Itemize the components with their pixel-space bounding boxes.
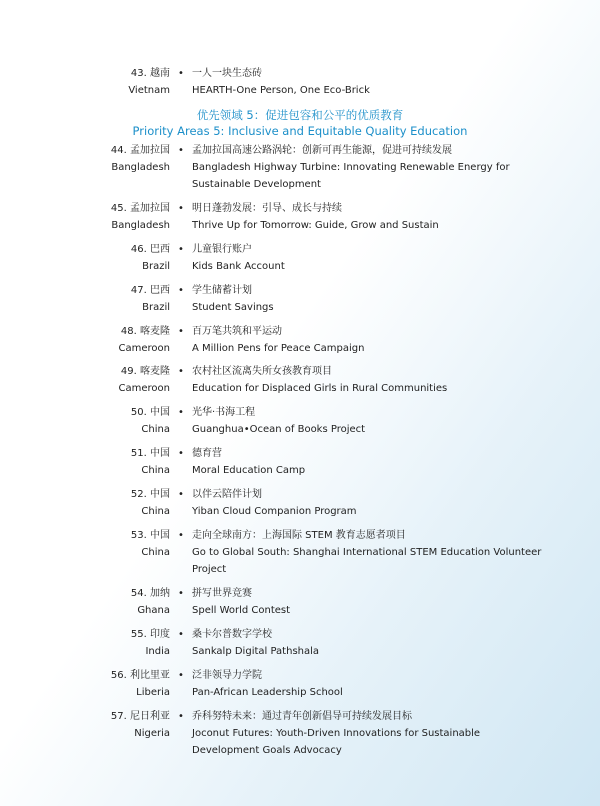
entry-number-cn: 54. 加纳 xyxy=(130,588,170,599)
entry-title-cn: 桑卡尔普数字学校 xyxy=(192,629,272,640)
entry-country-en: China xyxy=(141,506,170,517)
entry-country-en: Bangladesh xyxy=(111,162,170,173)
bullet: • xyxy=(178,489,184,500)
bullet: • xyxy=(178,407,184,418)
bullet: • xyxy=(178,448,184,459)
entry-country-en: Cameroon xyxy=(118,383,170,394)
entry-title-cn: 走向全球南方：上海国际 STEM 教育志愿者项目 xyxy=(192,530,406,541)
entry-title-en: Student Savings xyxy=(192,302,274,313)
entry-country-en: Brazil xyxy=(142,302,170,313)
entry-title-cn: 拼写世界竞赛 xyxy=(192,588,252,599)
entry-title xyxy=(192,241,544,275)
bullet: • xyxy=(178,530,184,541)
entry-number-cn: 46. 巴西 xyxy=(130,244,170,255)
entry-number-cn: 49. 喀麦隆 xyxy=(120,366,170,377)
entry-country-en: China xyxy=(141,547,170,558)
entry-title-cn: 明日蓬勃发展：引导、成长与持续 xyxy=(192,203,342,214)
entry-country-en: India xyxy=(145,646,170,657)
entry-number-cn: 47. 巴西 xyxy=(130,285,170,296)
entry-title-en: Moral Education Camp xyxy=(192,465,306,476)
entry-title-en: Pan-African Leadership School xyxy=(192,687,343,698)
entry-number-cn: 44. 孟加拉国 xyxy=(110,145,170,156)
bullet: • xyxy=(178,203,184,214)
entry-title-en: Go to Global South: Shanghai International STEM Education Volunteer Project xyxy=(192,547,542,575)
entry-title-cn: 以伴云陪伴计划 xyxy=(192,489,262,500)
entry-title-cn: 泛非领导力学院 xyxy=(192,670,262,681)
entry-title xyxy=(192,404,544,438)
entry-country-en: Liberia xyxy=(136,687,170,698)
entry-number-cn: 48. 喀麦隆 xyxy=(120,326,170,337)
entry-title-en: Kids Bank Account xyxy=(192,261,285,272)
entry-country-en: China xyxy=(141,465,170,476)
entry-title-en: HEARTH-One Person, One Eco-Brick xyxy=(192,85,370,96)
bullet: • xyxy=(178,588,184,599)
entry-country-en: Cameroon xyxy=(118,343,170,354)
entry-number-cn: 50. 中国 xyxy=(130,407,170,418)
entry-number-cn: 53. 中国 xyxy=(130,530,170,541)
entry-country-en: China xyxy=(141,424,170,435)
entry-title-cn: 乔科努特未来：通过青年创新倡导可持续发展目标 xyxy=(192,711,412,722)
bullet: • xyxy=(178,670,184,681)
entry-title xyxy=(192,667,544,701)
entry-country-en: Bangladesh xyxy=(111,220,170,231)
entry-title xyxy=(192,323,544,357)
entry-title-en: Guanghua•Ocean of Books Project xyxy=(192,424,366,435)
bullet: • xyxy=(178,145,184,156)
bullet: • xyxy=(178,711,184,722)
entry-title xyxy=(192,142,544,193)
entry-number-cn: 45. 孟加拉国 xyxy=(110,203,170,214)
entry-title xyxy=(192,363,544,397)
entry-title xyxy=(192,486,544,520)
entry-title-cn: 儿童银行账户 xyxy=(192,244,252,255)
entry-number-cn: 51. 中国 xyxy=(130,448,170,459)
entry-title-en: Spell World Contest xyxy=(192,605,291,616)
entry-country-en: Ghana xyxy=(137,605,170,616)
entry-title xyxy=(192,200,544,234)
entry-title xyxy=(192,585,544,619)
entry-title-cn: 百万笔共筑和平运动 xyxy=(192,326,282,337)
bullet: • xyxy=(178,68,184,79)
entry-title-en: A Million Pens for Peace Campaign xyxy=(192,343,365,354)
entry-title-en: Joconut Futures: Youth-Driven Innovations for Sustainable Development Goals Advocacy xyxy=(192,728,481,756)
entry-country-en: Vietnam xyxy=(128,85,170,96)
entry-title xyxy=(192,527,544,578)
bullet: • xyxy=(178,366,184,377)
entry-title xyxy=(192,65,544,99)
bullet: • xyxy=(178,285,184,296)
bullet: • xyxy=(178,244,184,255)
entry-title-en: Bangladesh Highway Turbine: Innovating Renewable Energy for Sustainable Development xyxy=(192,162,510,190)
entry-title-en: Sankalp Digital Pathshala xyxy=(192,646,320,657)
entry-title-en: Yiban Cloud Companion Program xyxy=(192,506,357,517)
entry-title xyxy=(192,445,544,479)
entry-number-cn: 57. 尼日利亚 xyxy=(110,711,170,722)
bullet: • xyxy=(178,326,184,337)
entry-number-cn: 52. 中国 xyxy=(130,489,170,500)
entry-title-cn: 德育营 xyxy=(192,448,222,459)
entry-number-cn: 56. 利比里亚 xyxy=(110,670,170,681)
entry-title-en: Thrive Up for Tomorrow: Guide, Grow and Sustain xyxy=(192,220,439,231)
section-heading-en: Priority Areas 5: Inclusive and Equitable Quality Education xyxy=(132,124,468,138)
entry-country-en: Brazil xyxy=(142,261,170,272)
section-heading-cn: 优先领域 5：促进包容和公平的优质教育 xyxy=(196,108,404,122)
entry-title-en: Education for Displaced Girls in Rural Communities xyxy=(192,383,448,394)
entry-title xyxy=(192,708,544,759)
entry-title xyxy=(192,626,544,660)
entry-title-cn: 孟加拉国高速公路涡轮：创新可再生能源，促进可持续发展 xyxy=(192,145,452,156)
entry-title-cn: 光华·书海工程 xyxy=(192,407,256,418)
entry-number-cn: 43. 越南 xyxy=(130,68,170,79)
bullet: • xyxy=(178,629,184,640)
entry-country-en: Nigeria xyxy=(134,728,170,739)
entry-title-cn: 一人一块生态砖 xyxy=(192,68,262,79)
entry-number-cn: 55. 印度 xyxy=(130,629,170,640)
entry-title-cn: 农村社区流离失所女孩教育项目 xyxy=(192,366,332,377)
entry-title-cn: 学生储蓄计划 xyxy=(192,285,252,296)
entry-title xyxy=(192,282,544,316)
